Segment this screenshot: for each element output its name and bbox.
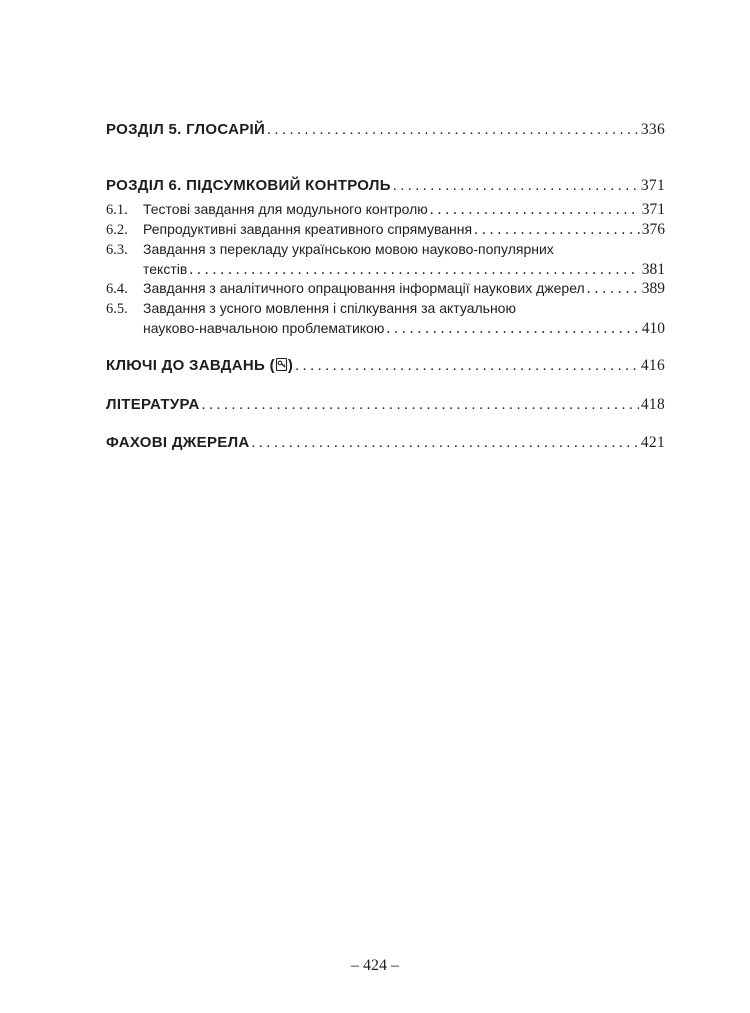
toc-entry-6-1[interactable] (106, 200, 665, 220)
toc-entry-title-line2: текстів (143, 261, 188, 277)
leader-dots (202, 396, 639, 415)
table-of-contents (106, 120, 665, 453)
toc-entry-number: 6.2. (106, 222, 128, 238)
toc-entry-page: 371 (640, 177, 665, 194)
toc-entry-sources[interactable] (106, 433, 665, 453)
toc-entry-title-line1: Завдання з перекладу українською мовою науково-популярних (143, 241, 554, 257)
toc-entry-page: 421 (640, 434, 665, 451)
toc-entry-title: РОЗДІЛ 5. ГЛОСАРІЙ (106, 121, 266, 138)
toc-entry-6-3[interactable] (106, 240, 665, 279)
toc-entry-6-2[interactable] (106, 220, 665, 240)
toc-entry-title: Репродуктивні завдання креативного спрямування (143, 221, 473, 237)
toc-entry-section-5[interactable] (106, 120, 665, 140)
leader-dots (393, 177, 639, 196)
toc-entry-title: ФАХОВІ ДЖЕРЕЛА (106, 434, 250, 451)
toc-entry-literature[interactable] (106, 395, 665, 415)
toc-entry-page: 410 (641, 320, 665, 337)
leader-dots (252, 434, 639, 453)
toc-entry-page: 336 (640, 121, 665, 138)
toc-entry-page: 381 (641, 261, 665, 278)
toc-entry-page: 416 (640, 357, 665, 374)
toc-entry-title: Тестові завдання для модульного контролю (143, 201, 428, 217)
leader-dots (267, 121, 639, 140)
leader-dots (587, 279, 640, 298)
toc-entry-page: 389 (641, 280, 665, 297)
toc-entry-title: КЛЮЧІ ДО ЗАВДАНЬ ( (106, 357, 275, 374)
toc-entry-number: 6.5. (106, 301, 128, 317)
toc-entry-keys[interactable] (106, 356, 665, 377)
leader-dots (430, 200, 640, 219)
toc-entry-title: РОЗДІЛ 6. ПІДСУМКОВИЙ КОНТРОЛЬ (106, 177, 391, 194)
toc-entry-number: 6.1. (106, 202, 128, 218)
leader-dots (189, 260, 639, 279)
toc-entry-title-end: ) (287, 357, 294, 374)
page-number: – 424 – (351, 957, 399, 974)
leader-dots (295, 357, 639, 376)
key-icon (275, 357, 288, 377)
toc-entry-section-6[interactable] (106, 176, 665, 196)
toc-entry-title-line2: науково-навчальною проблематикою (143, 320, 385, 336)
toc-entry-title-line1: Завдання з усного мовлення і спілкування за актуальною (143, 300, 516, 316)
toc-entry-page: 371 (641, 201, 665, 218)
toc-entry-page: 418 (640, 396, 665, 413)
toc-entry-6-4[interactable] (106, 279, 665, 299)
toc-entry-page: 376 (641, 221, 665, 238)
leader-dots (386, 319, 639, 338)
toc-entry-title: ЛІТЕРАТУРА (106, 396, 200, 413)
toc-entry-title: Завдання з аналітичного опрацювання інформації наукових джерел (143, 280, 585, 296)
toc-entry-number: 6.3. (106, 242, 128, 258)
leader-dots (474, 220, 640, 239)
toc-entry-6-5[interactable] (106, 299, 665, 338)
toc-entry-number: 6.4. (106, 281, 128, 297)
